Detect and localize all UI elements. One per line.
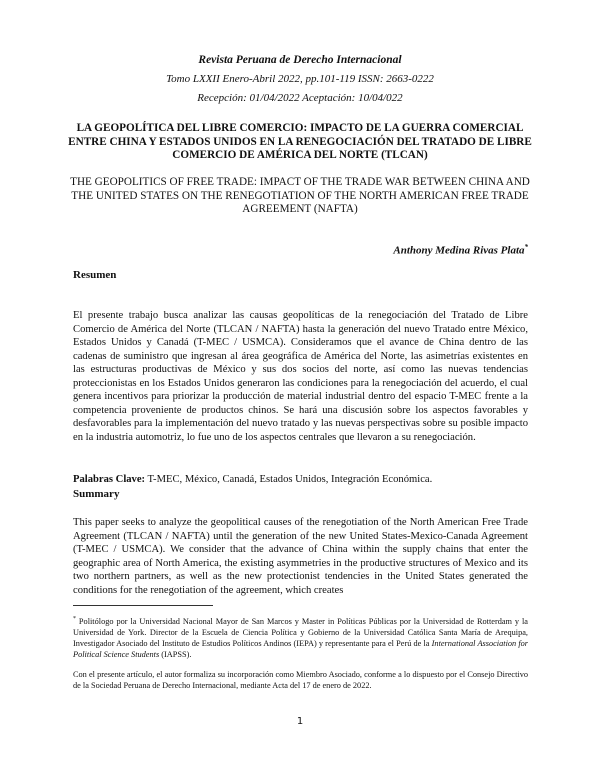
footnote-author — [73, 614, 528, 660]
keywords-line — [73, 474, 528, 485]
author-footnote-marker[interactable]: * — [524, 243, 528, 251]
resumen-body: El presente trabajo busca analizar las causas geopolíticas de la renegociación del Tratado de Libre Comercio de América del Norte (TLCAN / NAFTA) hasta la generación del nuevo Tratado entre México, Estados Unidos y Canadá (T-MEC / USMCA). Consideramos que el avance de China dentro de las cadenas de suministro que ingresan al área geográfica de América del Norte, las asimetrías existentes en las estructuras productivas de México y sus dos socios del norte, así como las nuevas tendencias proteccionistas en los Estados Unidos generaron las condiciones para la renegociación del acuerdo, el cual genera incentivos para priorizar la producción de material industrial dentro del espacio T-MEC frente a la competencia proveniente de productos chinos. Se hará una discusión sobre los aspectos favorables y desfavorables para la implementación del nuevo tratado y las nuevas perspectivas sobre su posible impacto en la industria automotriz, lo fue uno de los aspectos centrales que llevaron a su renegociación. — [73, 310, 528, 443]
footnote-marker: * — [73, 616, 76, 622]
keywords-text: T-MEC, México, Canadá, Estados Unidos, Integración Económica. — [145, 474, 433, 485]
summary-body: This paper seeks to analyze the geopolitical causes of the renegotiation of the North American Free Trade Agreement (TLCAN / NAFTA) until the generation of the new United States-Mexico-Canada Agreement (T-MEC / USMCA). We consider that the advance of China within the supply chains that enter the geographic area of North America, the existing asymmetries in the productive structures of Mexico and its two northern partners, as well as the new protectionist tendencies in the United States generated the conditions for the renegotiation of the agreement, which creates — [73, 517, 528, 596]
summary-heading: Summary — [73, 488, 120, 500]
author-name-text: Anthony Medina Rivas Plata — [393, 244, 525, 257]
reception-dates: Recepción: 01/04/2022 Aceptación: 10/04/022 — [197, 92, 403, 104]
title-spanish: LA GEOPOLÍTICA DEL LIBRE COMERCIO: IMPACTO DE LA GUERRA COMERCIAL ENTRE CHINA Y ESTADOS UNIDOS EN LA RENEGOCIACIÓN DEL TRATADO DE LIBRE COMERCIO DE AMÉRICA DEL NORTE (TLCAN) — [68, 122, 532, 162]
journal-title: Revista Peruana de Derecho Internacional — [198, 54, 402, 66]
volume-info: Tomo LXXII Enero-Abril 2022, pp.101-119 ISSN: 2663-0222 — [166, 73, 434, 85]
resumen-heading: Resumen — [73, 269, 117, 281]
footnote-text-a: Politólogo por la Universidad Nacional Mayor de San Marcos y Master in Políticas Públicas por la Universidad de Rotterdam y la Universidad de York. Director de la Escuela de Ciencia Política y Gobierno de la Universidad Católica Santa María de Arequipa, Investigador Asociado del Instituto de Estudios Políticos Andinos (IEPA) y representante para el Perú de la — [73, 616, 528, 648]
keywords-label: Palabras Clave: — [73, 474, 146, 485]
footnote-text-italic: International Association for Political Science Students — [73, 638, 529, 659]
page-number: 1 — [296, 716, 304, 727]
footnote-divider — [73, 605, 213, 606]
title-english: THE GEOPOLITICS OF FREE TRADE: IMPACT OF THE TRADE WAR BETWEEN CHINA AND THE UNITED STATES ON THE RENEGOTIATION OF THE NORTH AMERICAN FREE TRADE AGREEMENT (NAFTA) — [70, 176, 530, 216]
author-name — [393, 243, 528, 257]
footnote-membership: Con el presente artículo, el autor formaliza su incorporación como Miembro Asociado, conforme a lo dispuesto por el Consejo Directivo de la Sociedad Peruana de Derecho Internacional, mediante Acta del 17 de enero de 2022. — [73, 670, 528, 690]
footnote-text-b: (IAPSS). — [159, 649, 192, 659]
